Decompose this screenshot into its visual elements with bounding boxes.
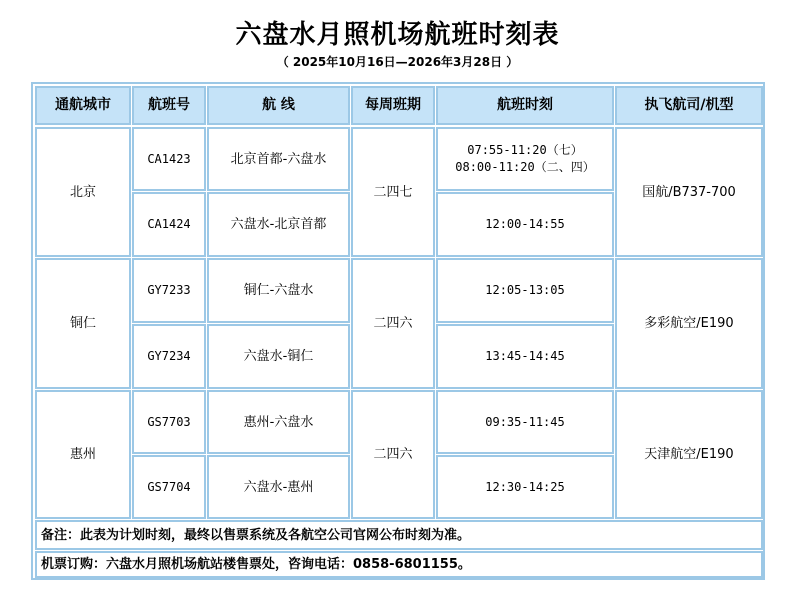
header-route: 航 线 bbox=[207, 86, 350, 125]
carrier-cell: 天津航空/E190 bbox=[615, 390, 763, 519]
header-flight-no: 航班号 bbox=[132, 86, 206, 125]
remarks-note: 备注：此表为计划时刻，最终以售票系统及各航空公司官网公布时刻为准。 bbox=[35, 520, 763, 550]
route-cell: 六盘水-惠州 bbox=[207, 455, 350, 519]
header-carrier: 执飞航司/机型 bbox=[615, 86, 763, 125]
route-cell: 惠州-六盘水 bbox=[207, 390, 350, 454]
flight-number: GY7233 bbox=[132, 258, 206, 323]
header-weekly-days: 每周班期 bbox=[351, 86, 435, 125]
ticket-purchase-note: 机票订购：六盘水月照机场航站楼售票处，咨询电话：0858-6801155。 bbox=[35, 551, 763, 578]
time-cell bbox=[436, 127, 614, 191]
route-cell: 北京首都-六盘水 bbox=[207, 127, 350, 191]
weekly-days: 二四七 bbox=[351, 127, 435, 257]
time-cell: 09:35-11:45 bbox=[436, 390, 614, 454]
city-cell: 北京 bbox=[35, 127, 131, 257]
schedule-table bbox=[31, 82, 765, 580]
city-cell: 铜仁 bbox=[35, 258, 131, 389]
flight-number: GS7704 bbox=[132, 455, 206, 519]
time-line: 08:00-11:20（二、四） bbox=[455, 160, 595, 174]
weekly-days: 二四六 bbox=[351, 258, 435, 389]
header-times: 航班时刻 bbox=[436, 86, 614, 125]
time-cell: 12:00-14:55 bbox=[436, 192, 614, 257]
time-line: 07:55-11:20（七） bbox=[467, 143, 583, 157]
page-title: 六盘水月照机场航班时刻表 bbox=[235, 20, 560, 50]
carrier-cell: 国航/B737-700 bbox=[615, 127, 763, 257]
flight-number: CA1423 bbox=[132, 127, 206, 191]
flight-number: CA1424 bbox=[132, 192, 206, 257]
city-cell: 惠州 bbox=[35, 390, 131, 519]
weekly-days: 二四六 bbox=[351, 390, 435, 519]
date-range-subtitle: （ 2025年10月16日—2026年3月28日 ） bbox=[276, 55, 519, 69]
time-cell: 13:45-14:45 bbox=[436, 324, 614, 389]
route-cell: 六盘水-北京首都 bbox=[207, 192, 350, 257]
flight-number: GY7234 bbox=[132, 324, 206, 389]
flight-number: GS7703 bbox=[132, 390, 206, 454]
route-cell: 六盘水-铜仁 bbox=[207, 324, 350, 389]
time-cell: 12:05-13:05 bbox=[436, 258, 614, 323]
route-cell: 铜仁-六盘水 bbox=[207, 258, 350, 323]
header-city: 通航城市 bbox=[35, 86, 131, 125]
time-cell: 12:30-14:25 bbox=[436, 455, 614, 519]
carrier-cell: 多彩航空/E190 bbox=[615, 258, 763, 389]
